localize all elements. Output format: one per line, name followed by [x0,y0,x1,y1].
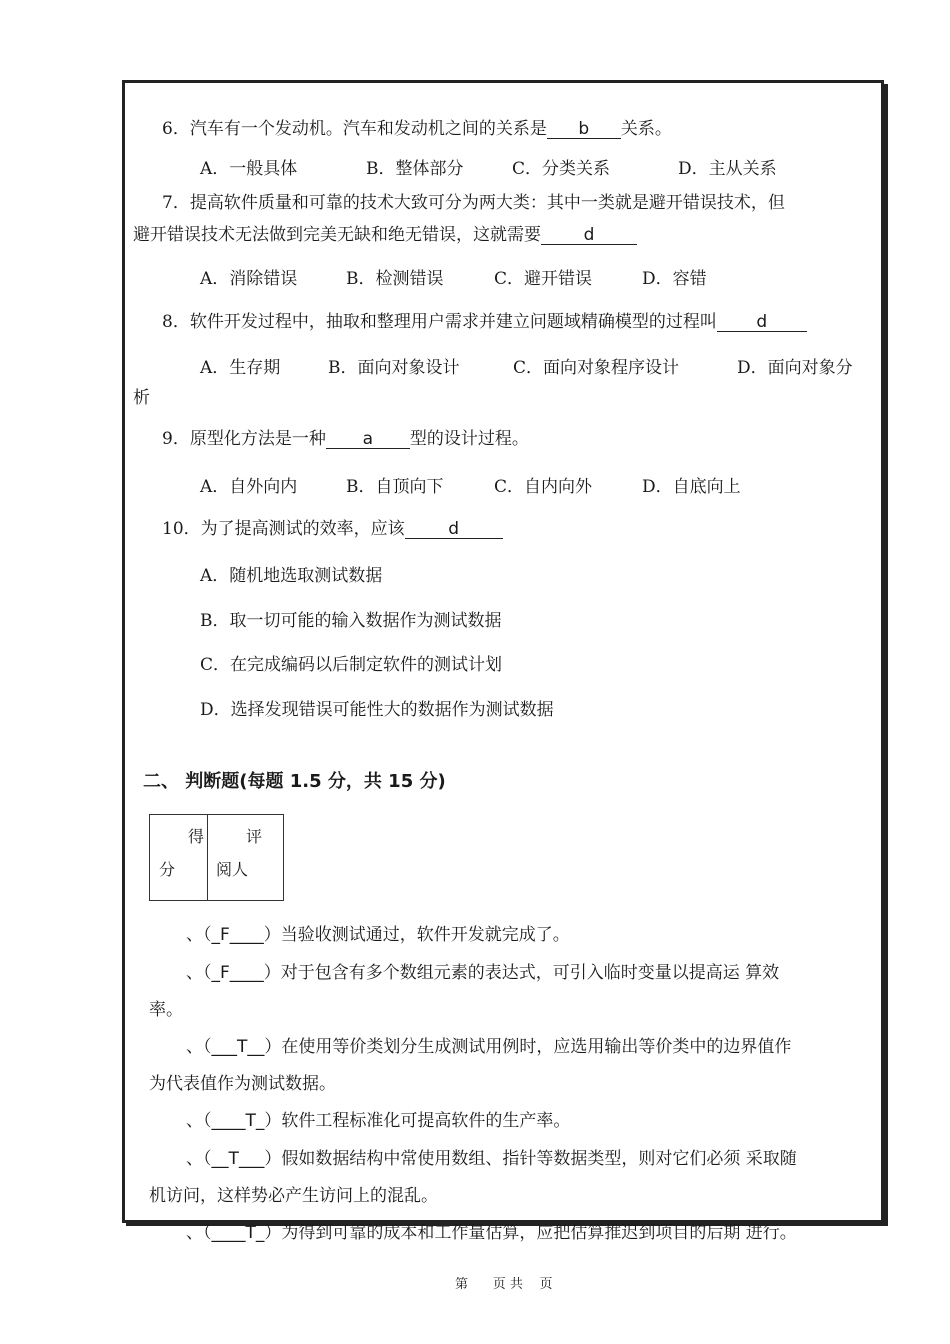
page-footer: 第 页 共 页 [455,1277,553,1292]
q7-options [200,268,707,290]
judgement-3: 、（___T__）在使用等价类划分生成测试用例时，应选用输出等价类中的边界值作 [186,1037,792,1057]
q9-answer: a [326,430,410,449]
q8-stem: 8．软件开发过程中，抽取和整理用户需求并建立问题域精确模型的过程叫 d [162,311,807,333]
frame-shadow-right [884,84,888,1225]
q8-options [200,357,853,379]
q8-option-c: C．面向对象程序设计 [513,358,680,378]
q6-stem: 6．汽车有一个发动机。汽车和发动机之间的关系是 b 关系。 [162,119,672,139]
judgement-2: 、（_F____）对于包含有多个数组元素的表达式，可引入临时变量以提高运 算效 [186,963,780,983]
q10-option-b: B．取一切可能的输入数据作为测试数据 [200,611,502,631]
score-table-top-left: 得 [188,827,205,846]
q6-option-b: B．整体部分 [366,159,464,179]
q7-stem-line1: 7．提高软件质量和可靠的技术大致可分为两大类：其中一类就是避开错误技术，但 [162,193,785,213]
q7-stem-line2: 避开错误技术无法做到完美无缺和绝无错误，这就需要 d [133,224,637,246]
q10-option-d: D．选择发现错误可能性大的数据作为测试数据 [200,700,554,720]
q7-option-c: C．避开错误 [494,269,593,289]
judgement-2-wrap: 率。 [149,1000,183,1020]
q8-wrap: 析 [133,388,150,408]
score-table [149,814,284,901]
q10-option-a: A．随机地选取测试数据 [200,566,383,586]
judgement-1: 、（_F____）当验收测试通过，软件开发就完成了。 [186,925,570,945]
score-table-bottom-right: 阅人 [216,860,249,879]
q9-option-b: B．自顶向下 [346,477,444,497]
q7-option-b: B．检测错误 [346,269,444,289]
q6-option-a: A．一般具体 [200,159,298,179]
judgement-5-wrap: 机访问，这样势必产生访问上的混乱。 [149,1186,438,1206]
q6-options [200,158,777,180]
q8-option-d: D．面向对象分 [737,358,853,378]
section2-title: 二、 判断题(每题 1.5 分，共 15 分) [143,771,446,792]
judgement-3-answer: ___T__ [211,1037,265,1057]
q8-answer: d [717,313,807,332]
judgement-6-answer: ____T_ [211,1223,265,1243]
q6-option-c: C．分类关系 [512,159,611,179]
q10-answer: d [405,520,503,539]
judgement-1-answer: _F____ [211,925,264,945]
score-table-top-right: 评 [246,827,263,846]
judgement-3-wrap: 为代表值作为测试数据。 [149,1074,336,1094]
q8-option-a: A．生存期 [200,358,281,378]
q9-stem: 9．原型化方法是一种 a 型的设计过程。 [162,429,529,449]
q6-option-d: D．主从关系 [678,159,777,179]
judgement-5: 、（__T___）假如数据结构中常使用数组、指针等数据类型，则对它们必须 采取随 [186,1149,797,1169]
judgement-6: 、（____T_）为得到可靠的成本和工作量估算，应把估算推迟到项目的后期 进行。 [186,1223,797,1243]
score-table-divider [207,815,208,900]
q8-option-b: B．面向对象设计 [328,358,460,378]
score-table-bottom-left: 分 [159,860,176,879]
judgement-4-answer: ____T_ [211,1111,265,1131]
q6-answer: b [547,120,621,139]
q7-option-d: D．容错 [642,269,707,289]
q9-option-d: D．自底向上 [642,477,741,497]
judgement-4: 、（____T_）软件工程标准化可提高软件的生产率。 [186,1111,571,1131]
q9-option-c: C．自内向外 [494,477,593,497]
q7-answer: d [541,226,637,245]
q10-option-c: C．在完成编码以后制定软件的测试计划 [200,655,503,675]
q10-stem: 10．为了提高测试的效率，应该 d [162,518,503,540]
judgement-5-answer: __T___ [211,1149,265,1169]
q9-option-a: A．自外向内 [200,477,298,497]
q9-options [200,476,741,498]
judgement-2-answer: _F____ [211,963,264,983]
q7-option-a: A．消除错误 [200,269,298,289]
